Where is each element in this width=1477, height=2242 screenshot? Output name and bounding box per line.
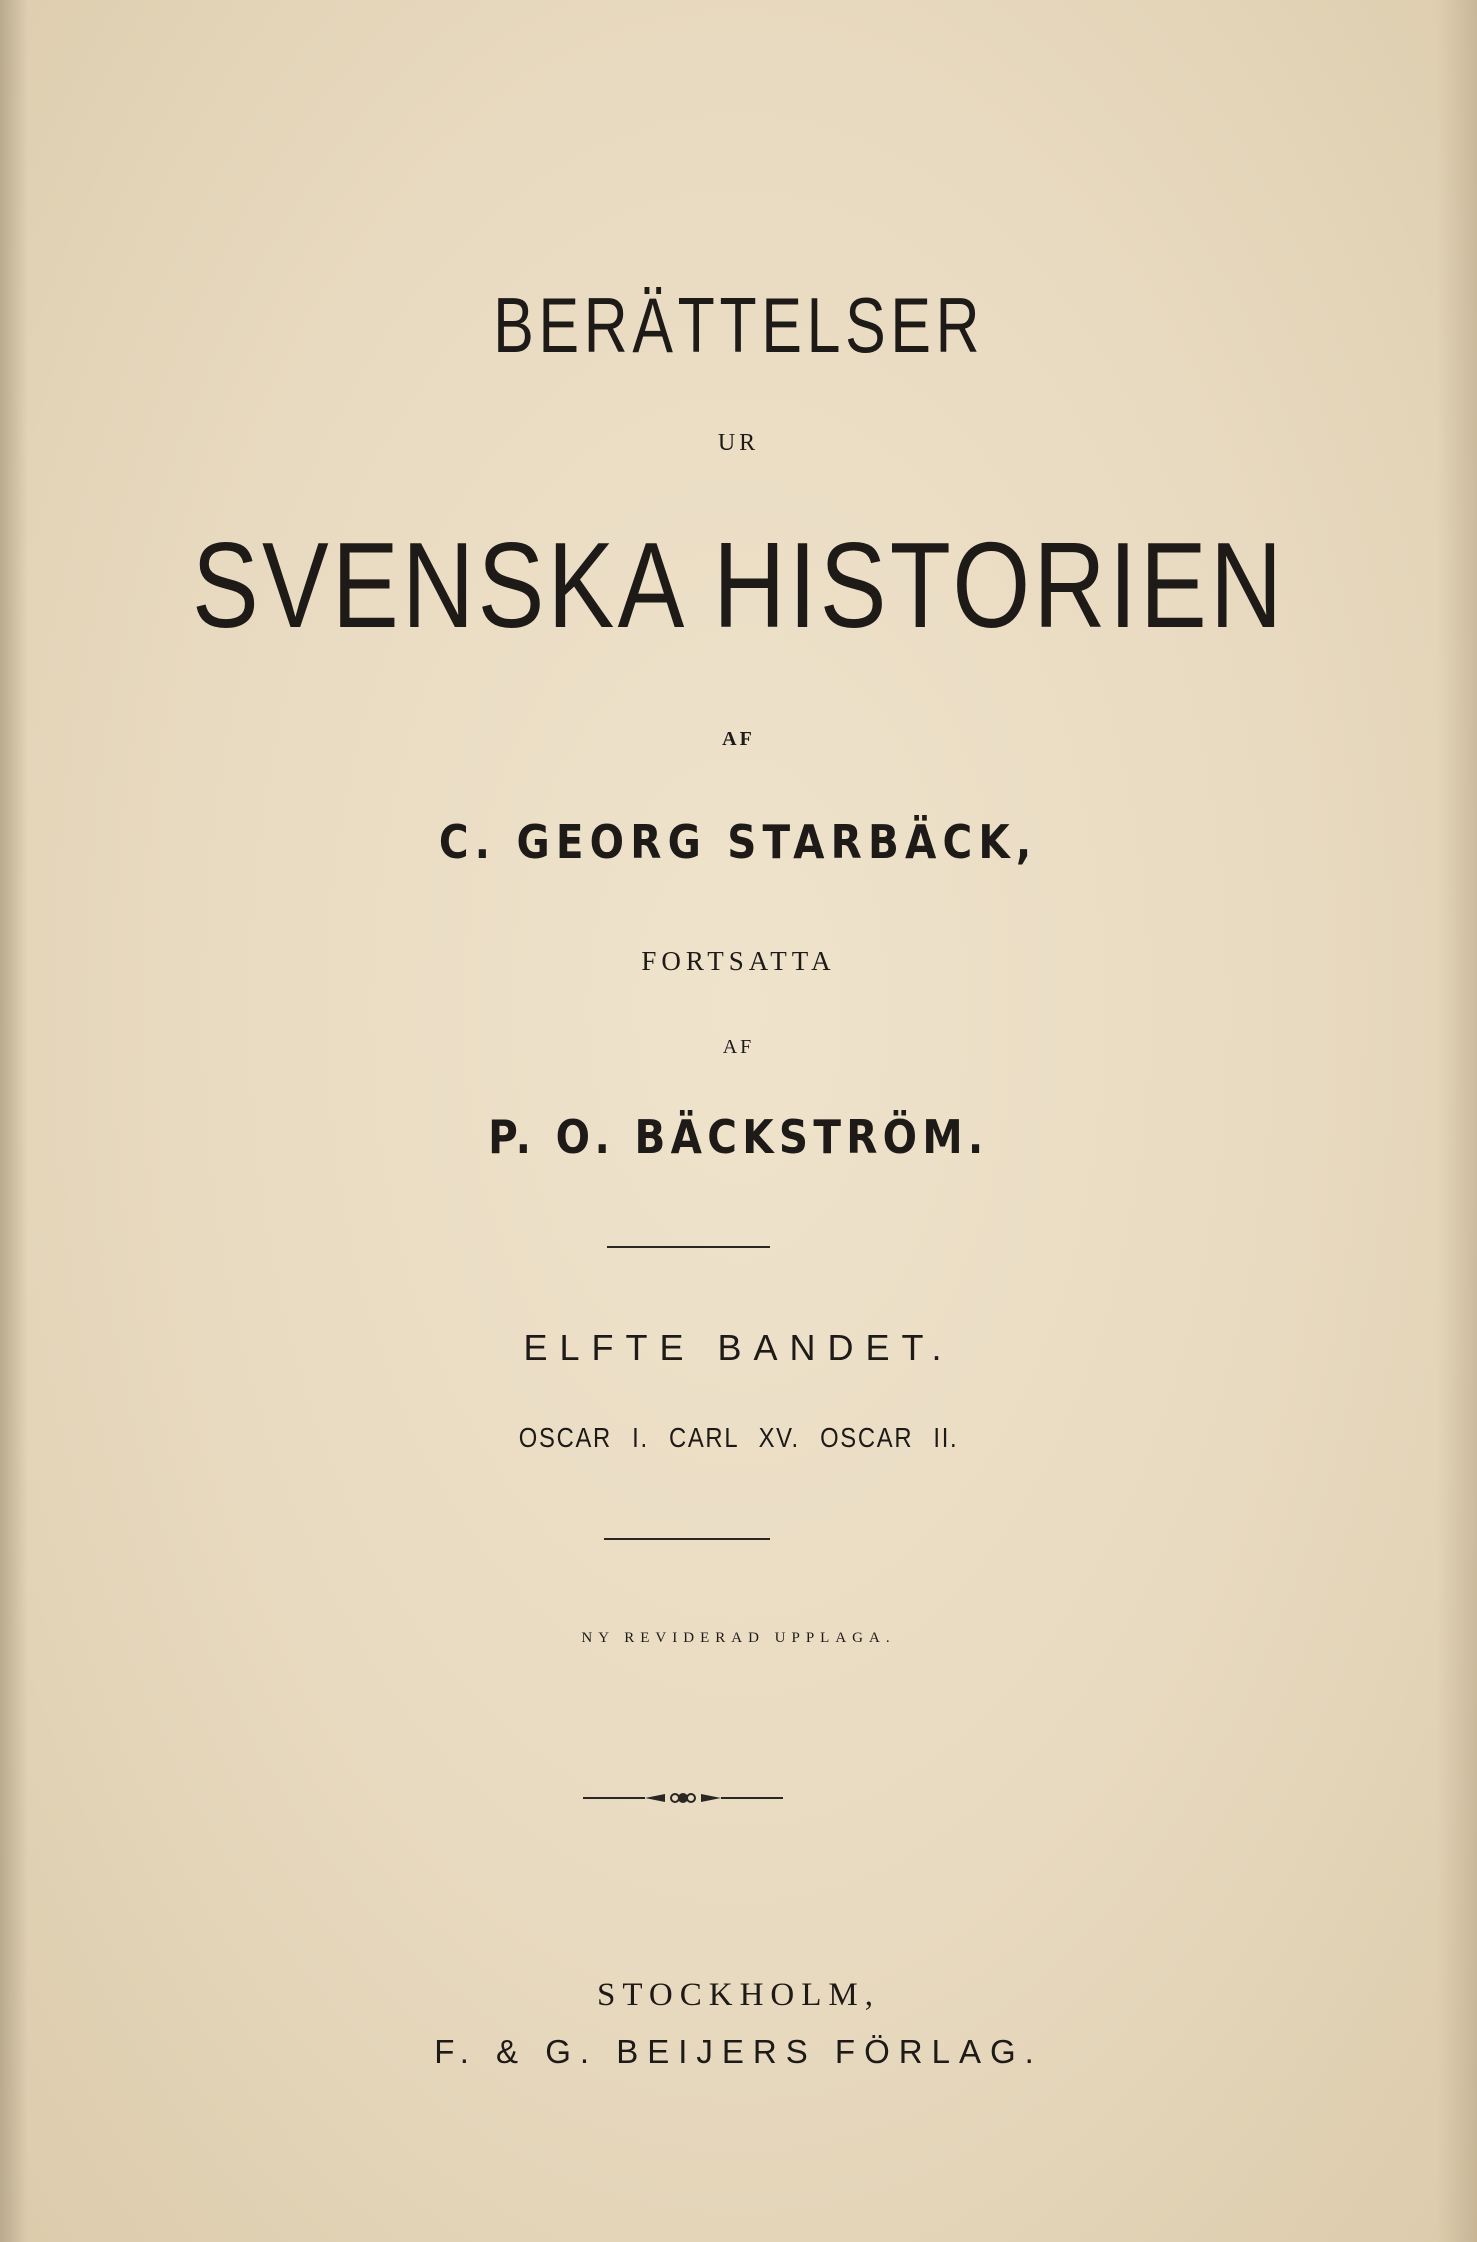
author-name-text: C. GEORG STARBÄCK, — [439, 815, 1038, 869]
by-label: AF — [722, 728, 755, 750]
regents-line-text: OSCAR I. CARL XV. OSCAR II. — [518, 1422, 959, 1453]
publisher-line: F. & G. BEIJERS FÖRLAG. — [434, 2033, 1043, 2070]
volume-label-text: ELFTE BANDET. — [523, 1327, 954, 1368]
continuator-name-text: P. O. BÄCKSTRÖM. — [488, 1110, 989, 1164]
continued-label: FORTSATTA — [641, 946, 836, 976]
edition-note: NY REVIDERAD UPPLAGA. — [581, 1630, 896, 1646]
continued-by-label: AF — [722, 1036, 755, 1058]
divider-rule-bottom — [604, 1538, 770, 1540]
volume-label — [0, 1327, 1477, 1369]
title-connector: UR — [717, 430, 760, 456]
continuator-name — [0, 1110, 1477, 1164]
title-line-1-text: BERÄTTELSER — [492, 281, 984, 369]
author-name — [0, 815, 1477, 869]
title-line-2-text: SVENSKA HISTORIEN — [191, 517, 1286, 653]
city-line: STOCKHOLM, — [596, 1977, 880, 2013]
title-line-2 — [0, 515, 1477, 655]
ornament-icon — [583, 1784, 783, 1812]
title-line-1 — [0, 280, 1477, 371]
divider-rule-top — [607, 1246, 770, 1248]
regents-line — [0, 1422, 1477, 1454]
